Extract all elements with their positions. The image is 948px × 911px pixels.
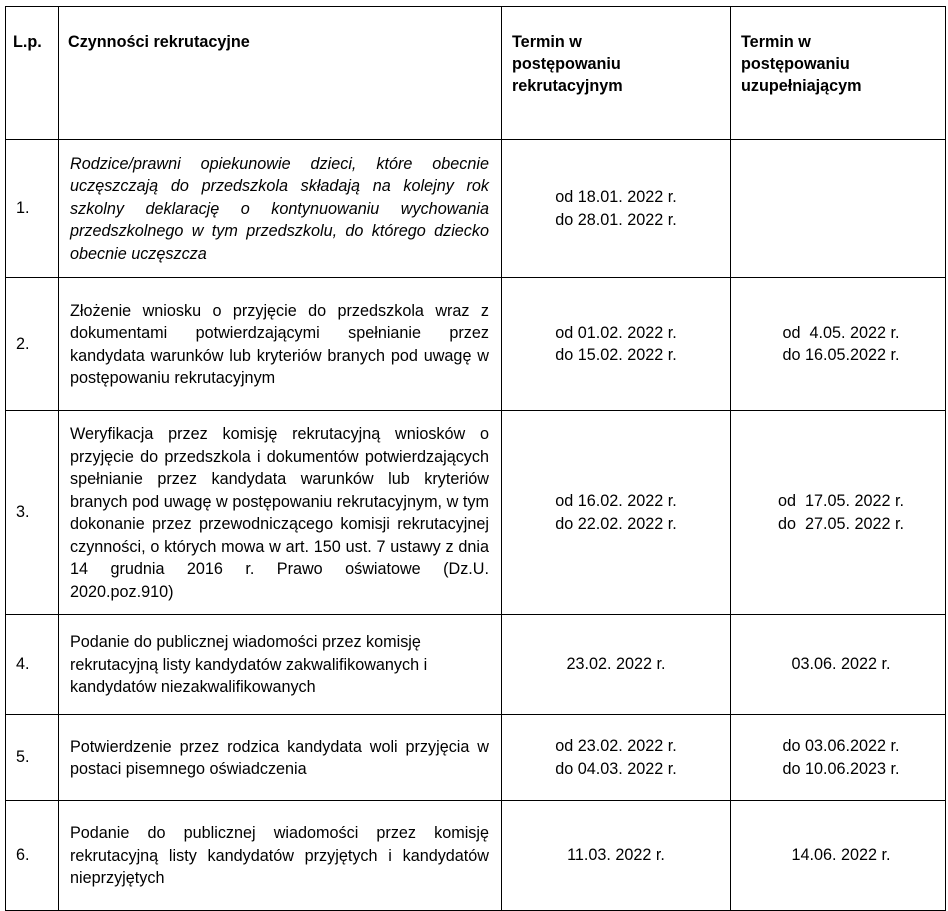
- row-number: 4.: [6, 615, 59, 715]
- header-row: [6, 7, 946, 140]
- row-activity: Złożenie wniosku o przyjęcie do przedszkola wraz z dokumentami potwierdzającymi spełnianie przez kandydata warunków lub kryteriów branych pod uwagę w postępowaniu rekrutacyjnym: [59, 278, 502, 411]
- date-line: od 4.05. 2022 r.: [782, 323, 900, 342]
- table-row: [6, 278, 946, 411]
- row-activity: Potwierdzenie przez rodzica kandydata woli przyjęcia w postaci pisemnego oświadczenia: [59, 715, 502, 801]
- header-term-main-line: rekrutacyjnym: [512, 77, 623, 95]
- row-term-main: [502, 801, 731, 911]
- date-line: 11.03. 2022 r.: [567, 846, 665, 865]
- header-term-main-line: postępowaniu: [512, 55, 621, 73]
- header-term-supp: [731, 7, 946, 140]
- row-term-main: [502, 411, 731, 615]
- row-number: 2.: [6, 278, 59, 411]
- row-term-main: [502, 278, 731, 411]
- row-number: 3.: [6, 411, 59, 615]
- date-line: do 10.06.2023 r.: [782, 759, 900, 778]
- row-term-main: [502, 615, 731, 715]
- row-term-main: [502, 715, 731, 801]
- header-term-supp-line: Termin w: [741, 33, 811, 51]
- row-activity: Podanie do publicznej wiadomości przez komisję rekrutacyjną listy kandydatów zakwalifikowanych i kandydatów niezakwalifikowanych: [59, 615, 502, 715]
- date-line: do 28.01. 2022 r.: [555, 210, 677, 229]
- date-line: od 16.02. 2022 r.: [555, 492, 677, 510]
- row-term-supp: [731, 278, 946, 411]
- row-term-main: [502, 140, 731, 278]
- date-line: 14.06. 2022 r.: [791, 846, 891, 865]
- date-line: do 03.06.2022 r.: [782, 737, 900, 755]
- header-term-supp-line: uzupełniającym: [741, 77, 862, 95]
- row-term-supp: [731, 801, 946, 911]
- row-term-supp: [731, 715, 946, 801]
- row-activity: Weryfikacja przez komisję rekrutacyjną wniosków o przyjęcie do przedszkola i dokumentów potwierdzających spełnianie przez kandydata warunków lub kryteriów branych pod uwagę w postępowaniu rekrutacyjnym, w tym dokonanie przez przewodniczącego komisji rekrutacyjnej czynności, o których mowa w art. 150 ust. 7 ustawy z dnia 14 grudnia 2016 r. Prawo oświatowe (Dz.U. 2020.poz.910): [59, 411, 502, 615]
- header-term-supp-line: postępowaniu: [741, 55, 850, 73]
- date-line: 03.06. 2022 r.: [791, 655, 891, 674]
- date-line: do 22.02. 2022 r.: [555, 514, 677, 533]
- table-row: [6, 801, 946, 911]
- row-number: 5.: [6, 715, 59, 801]
- row-number: 6.: [6, 801, 59, 911]
- header-term-main: [502, 7, 731, 140]
- date-line: 23.02. 2022 r.: [566, 655, 666, 674]
- recruitment-schedule-table: [5, 6, 946, 911]
- date-line: od 01.02. 2022 r.: [555, 323, 677, 342]
- date-line: do 16.05.2022 r.: [782, 346, 900, 364]
- date-line: od 17.05. 2022 r.: [777, 492, 904, 510]
- date-line: do 27.05. 2022 r.: [777, 514, 904, 533]
- table-row: [6, 411, 946, 615]
- date-line: do 04.03. 2022 r.: [555, 759, 677, 778]
- header-lp: L.p.: [6, 7, 59, 140]
- date-line: od 23.02. 2022 r.: [555, 737, 677, 755]
- row-term-supp: [731, 615, 946, 715]
- table-row: [6, 715, 946, 801]
- row-term-supp: [731, 140, 946, 278]
- row-activity: Podanie do publicznej wiadomości przez komisję rekrutacyjną listy kandydatów przyjętych i kandydatów nieprzyjętych: [59, 801, 502, 911]
- row-number: 1.: [6, 140, 59, 278]
- table-row: [6, 140, 946, 278]
- header-term-main-line: Termin w: [512, 33, 582, 51]
- date-line: do 15.02. 2022 r.: [555, 346, 677, 364]
- date-line: od 18.01. 2022 r.: [555, 188, 677, 206]
- row-activity: Rodzice/prawni opiekunowie dzieci, które obecnie uczęszczają do przedszkola składają na kolejny rok szkolny deklarację o kontynuowaniu wychowania przedszkolnego w tym przedszkolu, do którego dziecko obecnie uczęszcza: [59, 140, 502, 278]
- table-row: [6, 615, 946, 715]
- header-activities: Czynności rekrutacyjne: [59, 7, 502, 140]
- row-term-supp: [731, 411, 946, 615]
